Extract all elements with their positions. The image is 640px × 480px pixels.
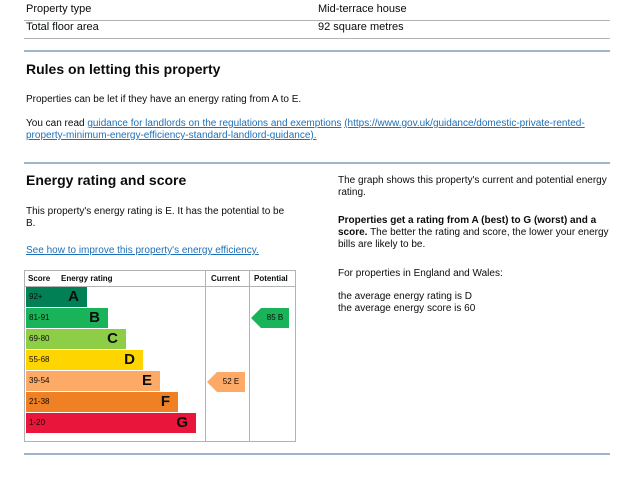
band-a xyxy=(26,287,87,307)
column-divider xyxy=(205,271,206,441)
rating-explanation-bold: Properties get a rating from A (best) to G (worst) and a score. xyxy=(338,215,597,238)
header-potential: Potential xyxy=(254,274,288,283)
marker-arrow-tip xyxy=(207,372,217,392)
energy-rating-chart xyxy=(24,270,296,442)
band-letter: G xyxy=(176,414,188,431)
band-range: 21-38 xyxy=(29,397,50,406)
summary-key: Property type xyxy=(26,3,92,15)
band-range: 1-20 xyxy=(29,418,46,427)
band-e xyxy=(26,371,160,391)
band-range: 81-91 xyxy=(29,313,50,322)
header-energy-rating: Energy rating xyxy=(61,274,113,283)
rules-guidance-paragraph xyxy=(26,118,606,142)
band-letter: A xyxy=(68,288,79,305)
header-current: Current xyxy=(211,274,240,283)
graph-explanation: The graph shows this property's current and potential energy rating. xyxy=(338,175,607,198)
average-rating-text: the average energy rating is D xyxy=(338,291,472,302)
rating-explanation xyxy=(338,215,610,251)
guidance-link[interactable]: guidance for landlords on the regulations and exemptions xyxy=(87,118,342,129)
energy-rating-paragraph: This property's energy rating is E. It has the potential to be B. xyxy=(26,206,285,229)
band-g xyxy=(26,413,196,433)
summary-row-floor-area xyxy=(24,18,610,39)
band-range: 69-80 xyxy=(29,334,50,343)
band-letter: C xyxy=(107,330,118,347)
band-b xyxy=(26,308,108,328)
england-wales-label: For properties in England and Wales: xyxy=(338,268,503,279)
column-divider xyxy=(249,271,250,441)
guidance-prefix: You can read xyxy=(26,118,88,129)
section-divider xyxy=(24,453,610,455)
average-score-text: the average energy score is 60 xyxy=(338,303,476,314)
section-divider xyxy=(24,162,610,164)
band-d xyxy=(26,350,143,370)
guidance-url-link[interactable]: (https://www.gov.uk/guidance/domestic-private-rented-property-minimum-energy-efficiency-standard-landlord-guidance). xyxy=(26,118,585,141)
summary-value: 92 square metres xyxy=(318,21,404,33)
band-letter: E xyxy=(141,372,152,389)
current-rating-label: 52 E xyxy=(217,372,245,392)
band-f xyxy=(26,392,178,412)
band-range: 39-54 xyxy=(29,376,50,385)
band-c xyxy=(26,329,126,349)
band-letter: B xyxy=(89,309,100,326)
band-letter: F xyxy=(160,393,170,410)
potential-rating-marker xyxy=(251,308,289,328)
rating-explanation-rest: The better the rating and score, the lower your energy bills are likely to be. xyxy=(338,227,609,250)
section-divider xyxy=(24,50,610,52)
marker-arrow-tip xyxy=(251,308,261,328)
band-range: 92+ xyxy=(29,292,43,301)
header-score: Score xyxy=(28,274,51,283)
summary-key: Total floor area xyxy=(26,21,99,33)
summary-value: Mid-terrace house xyxy=(318,3,407,15)
rules-paragraph: Properties can be let if they have an energy rating from A to E. xyxy=(26,94,302,105)
improve-efficiency-link[interactable]: See how to improve this property's energy efficiency. xyxy=(26,245,259,256)
rules-heading: Rules on letting this property xyxy=(26,61,221,77)
energy-heading: Energy rating and score xyxy=(26,172,187,188)
band-range: 55-68 xyxy=(29,355,50,364)
potential-rating-label: 85 B xyxy=(261,308,289,328)
current-rating-marker xyxy=(207,372,245,392)
band-letter: D xyxy=(124,351,135,368)
